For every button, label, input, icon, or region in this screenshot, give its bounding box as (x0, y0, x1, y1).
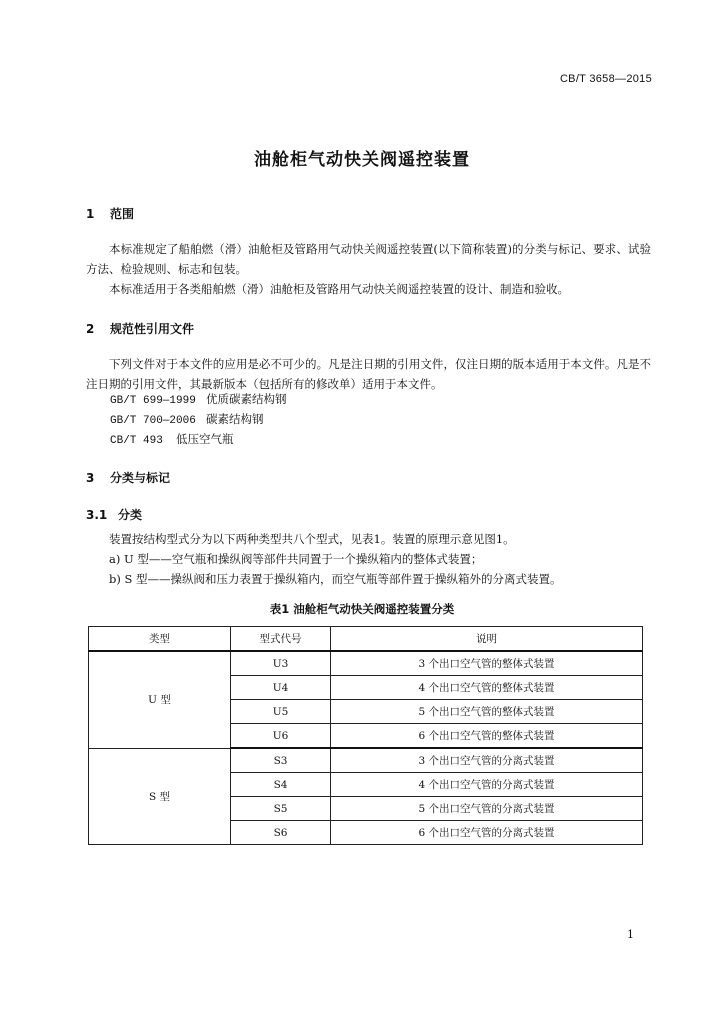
section-title: 分类 (118, 508, 143, 522)
reference-item (110, 411, 264, 427)
model-code-cell: S4 (231, 773, 331, 797)
model-code-cell: S3 (231, 748, 331, 773)
page-number: 1 (627, 928, 634, 941)
section-2-paragraph-1: 下列文件对于本文件的应用是必不可少的。凡是注日期的引用文件，仅注日期的版本适用于本文件。凡是不注日期的引用文件，其最新版本（包括所有的修改单）适用于本文件。 (86, 357, 651, 391)
section-1-paragraph-2: 本标准适用于各类船舶燃（滑）油舱柜及管路用气动快关阀遥控装置的设计、制造和验收。 (109, 282, 569, 296)
model-code-cell: S6 (231, 821, 331, 845)
description-cell: 4 个出口空气管的分离式装置 (331, 773, 643, 797)
reference-name: 碳素结构钢 (206, 412, 264, 426)
table-header-row (89, 627, 643, 652)
table-row (89, 748, 643, 773)
description-cell: 6 个出口空气管的整体式装置 (331, 724, 643, 749)
type-cell-u: U 型 (89, 651, 231, 748)
section-3-1-paragraph: 装置按结构型式分为以下两种类型共八个型式，见表1。装置的原理示意见图1。 (109, 532, 515, 546)
list-item-b: b) S 型——操纵阀和压力表置于操纵箱内，而空气瓶等部件置于操纵箱外的分离式装置。 (109, 572, 562, 586)
section-3-1-heading (86, 506, 142, 523)
model-code-cell: U4 (231, 676, 331, 700)
section-number: 2 (86, 322, 95, 336)
column-header-code: 型式代号 (231, 627, 331, 652)
list-item-a: a) U 型——空气瓶和操纵阀等部件共同置于一个操纵箱内的整体式装置； (109, 552, 483, 566)
table-row (89, 651, 643, 676)
section-title: 分类与标记 (110, 471, 171, 485)
type-cell-s: S 型 (89, 748, 231, 845)
column-header-type: 类型 (89, 627, 231, 652)
reference-item (110, 431, 234, 447)
section-title: 规范性引用文件 (110, 322, 195, 336)
document-title: 油舱柜气动快关阀遥控装置 (254, 150, 470, 170)
description-cell: 5 个出口空气管的分离式装置 (331, 797, 643, 821)
description-cell: 3 个出口空气管的分离式装置 (331, 748, 643, 773)
section-2-heading (86, 320, 194, 337)
reference-name: 优质碳素结构钢 (206, 392, 287, 406)
section-title: 范围 (110, 207, 135, 221)
column-header-description: 说明 (331, 627, 643, 652)
model-code-cell: S5 (231, 797, 331, 821)
description-cell: 6 个出口空气管的分离式装置 (331, 821, 643, 845)
description-cell: 3 个出口空气管的整体式装置 (331, 651, 643, 676)
table-caption: 表1 油舱柜气动快关阀遥控装置分类 (269, 602, 455, 616)
standard-code: CB/T 3658—2015 (559, 73, 652, 85)
description-cell: 4 个出口空气管的整体式装置 (331, 676, 643, 700)
reference-item (110, 391, 287, 407)
section-number: 3 (86, 471, 95, 485)
reference-code: GB/T 700—2006 (110, 415, 196, 427)
reference-code: CB/T 493 (110, 435, 163, 447)
section-1-paragraph-1: 本标准规定了船舶燃（滑）油舱柜及管路用气动快关阀遥控装置(以下简称装置)的分类与标记、要求、试验方法、检验规则、标志和包装。 (86, 242, 651, 276)
section-1-heading (86, 205, 134, 222)
model-code-cell: U3 (231, 651, 331, 676)
description-cell: 5 个出口空气管的整体式装置 (331, 700, 643, 724)
section-number: 3.1 (86, 508, 108, 522)
model-code-cell: U5 (231, 700, 331, 724)
model-code-cell: U6 (231, 724, 331, 749)
reference-code: GB/T 699—1999 (110, 395, 196, 407)
classification-table (88, 626, 643, 845)
section-3-heading (86, 469, 170, 486)
section-number: 1 (86, 207, 95, 221)
reference-name: 低压空气瓶 (176, 432, 234, 446)
